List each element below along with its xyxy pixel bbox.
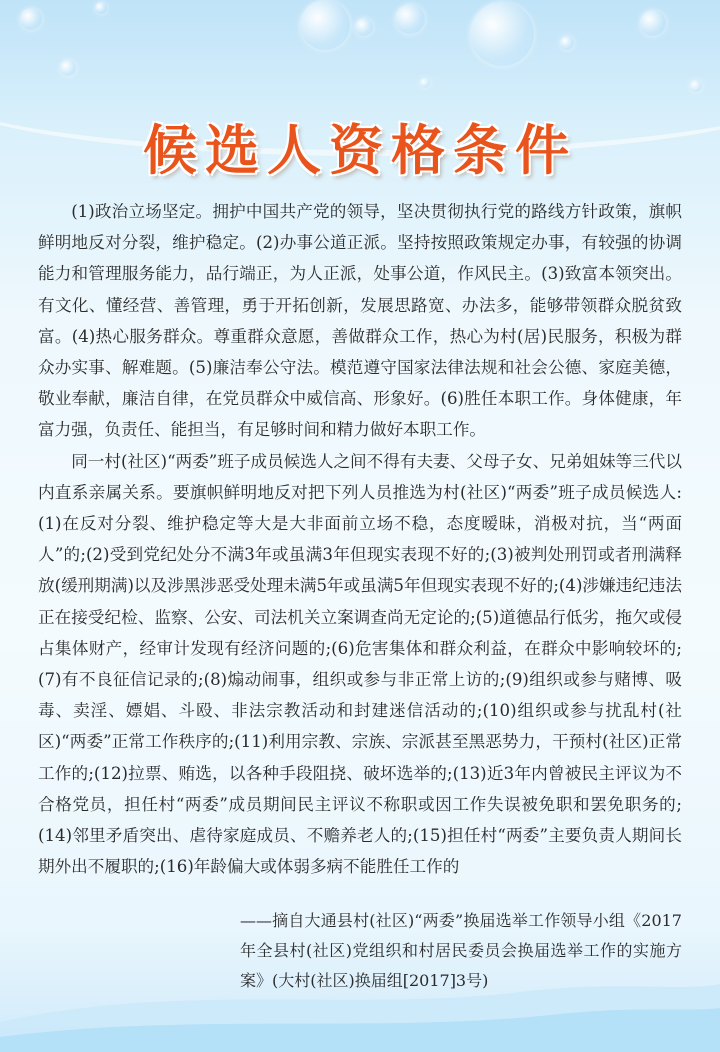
bubble-decoration bbox=[690, 80, 702, 92]
bubble-decoration bbox=[20, 8, 42, 30]
bubble-decoration bbox=[355, 18, 373, 36]
bubble-decoration bbox=[60, 60, 76, 76]
page-title: 候选人资格条件 bbox=[143, 119, 577, 182]
bubble-decoration bbox=[470, 2, 534, 66]
bubble-decoration bbox=[300, 0, 350, 50]
body-text bbox=[38, 196, 682, 882]
bubble-decoration bbox=[640, 10, 666, 36]
bubble-decoration bbox=[95, 2, 107, 14]
bubble-decoration bbox=[420, 78, 430, 88]
paragraph-qualifications: (1)政治立场坚定。拥护中国共产党的领导，坚决贯彻执行党的路线方针政策，旗帜鲜明地反对分裂，维护稳定。(2)办事公道正派。坚持按照政策规定办事，有较强的协调能力和管理服务能力，品行端正，为人正派，处事公道，作风民主。(3)致富本领突出。有文化、懂经营、善管理，勇于开拓创新，发展思路宽、办法多，能够带领群众脱贫致富。(4)热心服务群众。尊重群众意愿，善做群众工作，热心为村(居)民服务，积极为群众办实事、解难题。(5)廉洁奉公守法。模范遵守国家法律法规和社会公德、家庭美德，敬业奉献，廉洁自律，在党员群众中威信高、形象好。(6)胜任本职工作。身体健康，年富力强，负责任、能担当，有足够时间和精力做好本职工作。 bbox=[38, 202, 682, 440]
paragraph-disqualifications: 同一村(社区)“两委”班子成员候选人之间不得有夫妻、父母子女、兄弟姐妹等三代以内直系亲属关系。要旗帜鲜明地反对把下列人员推选为村(社区)“两委”班子成员候选人:(1)在反对分裂、维护稳定等大是大非面前立场不稳，态度暧昧，消极对抗，当“两面人”的;(2)受到党纪处分不满3年或虽满3年但现实表现不好的;(3)被判处刑罚或者刑满释放(缓刑期满)以及涉黑涉恶受处理未满5年或虽满5年但现实表现不好的;(4)涉嫌违纪违法正在接受纪检、监察、公安、司法机关立案调查尚无定论的;(5)道德品行低劣，拖欠或侵占集体财产，经审计发现有经济问题的;(6)危害集体和群众利益，在群众中影响较坏的;(7)有不良征信记录的;(8)煽动闹事，组织或参与非正常上访的;(9)组织或参与赌博、吸毒、卖淫、嫖娼、斗殴、非法宗教活动和封建迷信活动的;(10)组织或参与扰乱村(社区)“两委”正常工作秩序的;(11)利用宗教、宗族、宗派甚至黑恶势力，干预村(社区)正常工作的;(12)拉票、贿选，以各种手段阻挠、破坏选举的;(13)近3年内曾被民主评议为不合格党员，担任村“两委”成员期间民主评议不称职或因工作失误被免职和罢免职务的;(14)邻里矛盾突出、虐待家庭成员、不赡养老人的;(15)担任村“两委”主要负责人期间长期外出不履职的;(16)年龄偏大或体弱多病不能胜任工作的 bbox=[38, 451, 682, 877]
bubble-decoration bbox=[560, 36, 574, 50]
source-citation: ——摘自大通县村(社区)“两委”换届选举工作领导小组《2017年全县村(社区)党组织和村居民委员会换届选举工作的实施方案》(大村(社区)换届组[2017]3号) bbox=[240, 911, 682, 990]
bubble-decoration bbox=[395, 4, 425, 34]
